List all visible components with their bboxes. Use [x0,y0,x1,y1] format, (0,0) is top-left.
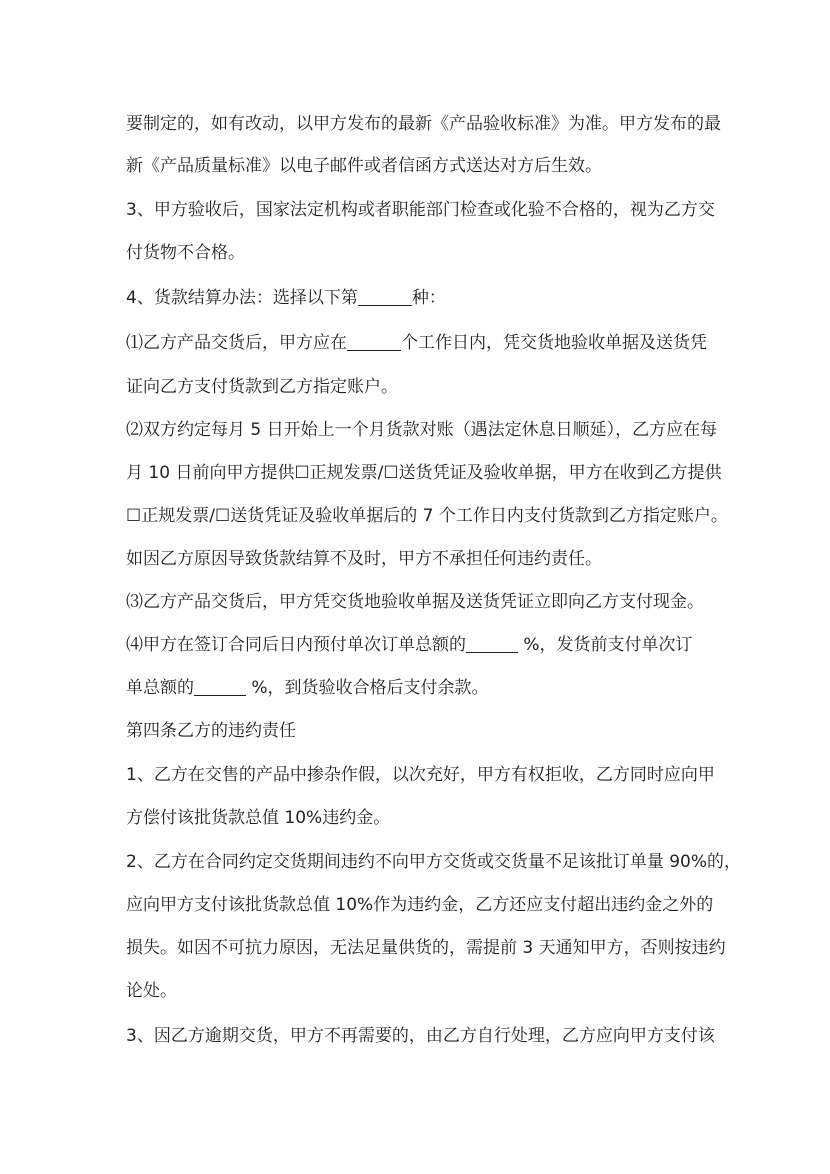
paragraph-line: 证向乙方支付货款到乙方指定账户。 [126,377,398,397]
line-text: %，发货前支付单次订 [518,635,693,655]
paragraph-line: 付货物不合格。 [126,243,245,263]
paragraph-line: 2、乙方在合同约定交货期间违约不向甲方交货或交货量不足该批订单量 90%的， [126,852,742,872]
fill-in-blank[interactable] [466,636,518,653]
paragraph-line [126,634,703,656]
paragraph-line [126,287,703,309]
paragraph-line: 1、乙方在交售的产品中掺杂作假，以次充好，甲方有权拒收，乙方同时应向甲 [126,765,715,785]
paragraph-line: 3、因乙方逾期交货，甲方不再需要的，由乙方自行处理，乙方应向甲方支付该 [126,1026,715,1046]
paragraph-line: 3、甲方验收后，国家法定机构或者职能部门检查或化验不合格的，视为乙方交 [126,200,715,220]
paragraph-line [126,332,707,354]
line-text: ⑴乙方产品交货后，甲方应在 [126,333,347,353]
line-text: 个工作日内，凭交货地验收单据及送货凭 [401,333,707,353]
paragraph-line: 损失。如因不可抗力原因，无法足量供货的，需提前 3 天通知甲方，否则按违约 [126,938,726,958]
paragraph-line: 论处。 [126,981,177,1001]
paragraph-line: ⑵双方约定每月 5 日开始上一个月货款对账（遇法定休息日顺延），乙方应在每 [126,420,718,440]
line-text: 4、货款结算办法：选择以下第 [126,288,358,308]
paragraph-line: 如因乙方原因导致货款结算不及时，甲方不承担任何违约责任。 [126,549,602,569]
paragraph-line [126,677,703,699]
paragraph-line: 新《产品质量标准》以电子邮件或者信函方式送达对方后生效。 [126,156,602,176]
line-text: 单总额的 [126,678,194,698]
fill-in-blank[interactable] [194,679,246,696]
line-text: %，到货验收合格后支付余款。 [246,678,489,698]
line-text: 种： [411,288,446,308]
section-heading: 第四条乙方的违约责任 [126,721,296,741]
paragraph-line: ⑶乙方产品交货后，甲方凭交货地验收单据及送货凭证立即向乙方支付现金。 [126,592,704,612]
paragraph-line: ☐正规发票/☐送货凭证及验收单据后的 7 个工作日内支付货款到乙方指定账户。 [126,506,728,526]
paragraph-line: 月 10 日前向甲方提供☐正规发票/☐送货凭证及验收单据，甲方在收到乙方提供 [126,463,722,483]
paragraph-line: 要制定的，如有改动，以甲方发布的最新《产品验收标准》为准。甲方发布的最 [126,114,721,134]
fill-in-blank[interactable] [358,289,412,306]
paragraph-line: 应向甲方支付该批货款总值 10%作为违约金，乙方还应支付超出违约金之外的 [126,895,714,915]
paragraph-line: 方偿付该批货款总值 10%违约金。 [126,808,391,828]
line-text: ⑷甲方在签订合同后日内预付单次订单总额的 [126,635,466,655]
fill-in-blank[interactable] [347,334,401,351]
